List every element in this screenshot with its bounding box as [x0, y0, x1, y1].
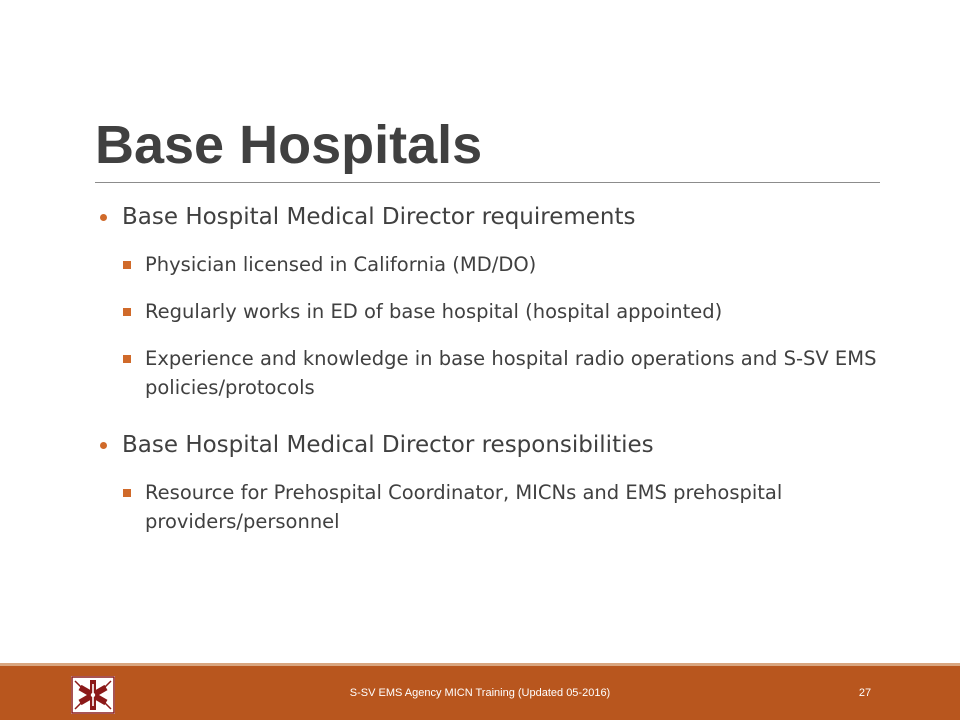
- square-bullet-icon: [123, 355, 131, 363]
- square-bullet-icon: [123, 308, 131, 316]
- bullet-text: Base Hospital Medical Director responsibilities: [122, 432, 654, 458]
- square-bullet-icon: [123, 261, 131, 269]
- star-of-life-logo-icon: [71, 676, 115, 714]
- footer-text: S-SV EMS Agency MICN Training (Updated 05-2016): [349, 687, 611, 699]
- bullet-text: Base Hospital Medical Director requirements: [122, 204, 636, 230]
- square-bullet-icon: [123, 489, 131, 497]
- sub-bullet-text: Experience and knowledge in base hospital radio operations and S-SV EMS policies/protocols: [145, 347, 877, 399]
- sub-bullet-text: Regularly works in ED of base hospital (hospital appointed): [145, 300, 723, 323]
- sub-bullet-experience: [98, 344, 928, 402]
- bullet-dot-icon: [100, 214, 107, 221]
- sub-bullet-works-in-ed: [98, 297, 928, 326]
- sub-bullet-resource: [98, 478, 928, 536]
- page-number: 27: [858, 687, 872, 699]
- title-divider: [95, 182, 880, 183]
- sub-bullet-text: Physician licensed in California (MD/DO): [145, 253, 537, 276]
- sub-bullet-licensed: [98, 250, 928, 279]
- bullet-dot-icon: [100, 442, 107, 449]
- bullet-requirements: [98, 200, 928, 234]
- sub-bullet-text: Resource for Prehospital Coordinator, MICNs and EMS prehospital providers/personnel: [145, 481, 783, 533]
- slide-title: Base Hospitals: [95, 115, 483, 175]
- bullet-responsibilities: [98, 428, 928, 462]
- slide-content: [98, 200, 928, 554]
